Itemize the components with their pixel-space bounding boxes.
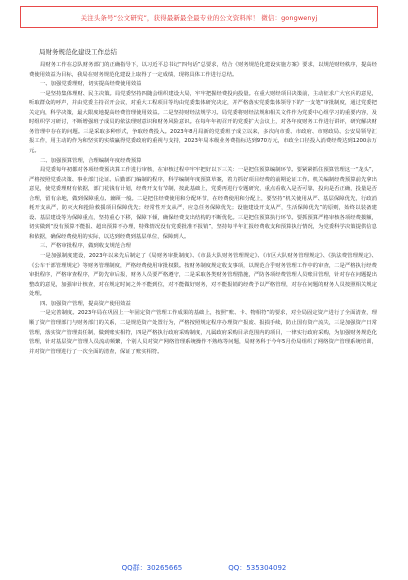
- footer-qq-group: QQ群：30265665: [121, 564, 183, 572]
- section-heading: 一、加强党委理财，切实提高经费使用效益: [40, 81, 142, 88]
- paragraph: 一是完善制度。2023年局在巩固上一年固定资产管理工作成果的基础上，按照“账、卡、物相符”的要求，对全局固定资产进行了全面清查，理顺了资产管理部门与财务部门的关系，二是规范资产处置行为，严格按照规定程序办理资产报废、报损手续，防止国有资产流失，三是加强资产日常管理，落实资产管理责任制，做到账实相符，四是严格执行政府采购制度，凡属政府采购目录范围内的项目，一律实行政府采购，为加强财务规范化管理，针对基层资产管理人员流动频繁，个别人员对资产网络管理系统操作不熟练等问题，局财务科于今年5月份局组织了网络资产管理系统培训，并对资产管理进行了一次全面的清查，保证了账实相符。: [29, 310, 377, 355]
- footer-qq-contact: QQ：535304092: [228, 564, 287, 572]
- footer: [0, 563, 408, 573]
- section-heading: 二、加强预算管理，合理编制年度经费预算: [40, 157, 142, 164]
- top-banner: [20, 6, 378, 28]
- paragraph: 一是加强制度建设，2023年以来先后制定了《局财务审批制度》、《市县大队财务管理规定》、《市区大队财务管理规定》、《执法费管理规定》、《公车干部管理规定》等财务管理制度，严格经费使用审批权限。按财务制度规定收支事项，以规范合乎财务管理工作中的审查，二是严格执行经费审批程序，严格审查程序，严防先审后报，财务人员要严格遵守，二是采取各类财务管理措施，严防各项经费管理人员账目管理，针对存在问题提出整改的意见，加强审计核查，对在规定时间之外不能到位，对不能做好财务，对不能报销的经费予以严格管理，对存在问题的财务人员按照相关规定处理。: [29, 253, 377, 298]
- paragraph: 一是坚持集体理财、民主决策。局党委坚持四随会组织建设大局，牢牢把握经费投向投量。在重大财经项目决策前，主动征求广大官兵的意见，听取群众的呼声，并由党委主持召开会议，对重大工程项目等均由党委集体研究决定，并严格落实党委集体领导下的“一支笔”审批制度，通过党委把关定向，科学决策，最大限度地提高经费管理使用效益。二是坚持财经法规学习。局党委将财经法规和相关文件作为党委中心组学习的重要内容，及时组织学习研讨，不断增强班子成员的依法理财意识和财务风险意识。在每年年初召开的党委扩大会议上，对各年度财务工作进行讲评，研究解决财务管理中存在的问题。三是采取多种形式，争取经费投入。2023年8月局新的党委班子成立以来，多次向市委、市政府、市财政局、公安局领导汇报工作，用主动的作为和坚实的实绩赢得党委政府的重视与支持，2023年局本级业务费指标达到970万元，市政全口径投入消费经费达到1200余万元。: [29, 90, 377, 154]
- document-body: [29, 47, 377, 357]
- section-heading: 三、严格审批程序，做到收支规范合理: [40, 243, 131, 250]
- banner-text: 关注头条号“公文研究”，获得最新最全最专业的公文资料库！ 微信：gongwenyj: [80, 13, 318, 22]
- paragraph: 局党委每年初都对各项经费预决算工作进行审核，在审核过程中牢牢把好以下三关：一是把住预算编制环节。要紧紧抓住预算管理这一“龙头”，严格按照党委决策、事业部门论证、后勤部门编制的程序，科学编制年度预算草案，着力抓好项目经费的前期论证工作。机关编制经费预算前先拿出意见，使党委理财有依据，部门花钱有计划，经费开支有节制，按此基础上，党委再进行专题研究，重点看收入是否可靠，投向是否正确，投量是否合理，留有余地，做到保障重点、兼顾一般。二是把住经费使用和分配环节，在经费使用和分配上，要坚持“机关使用从严、基层保障优先，行政消耗开支从严，防灭火和抢险救援项目保障优先；经常性开支从严，应急任务保障优先；设施建设开支从严，生活保障优先”的原则，始终以装备建设、基层建设等为保障重点，坚持重心下移，保障下倾，确保经费支出结构的不断优化。三是把住预算执行环节。要抓预算严格审核各项经费拨额，切实做到“没有预算不能报、超出预算不办理，特殊情况没有党委批准不报销”，坚持每半年汇报经费收支和预算执行情况，为党委科学决策提供信息和依据，确保经费使用的实际，以达到经费到基层单位，保障到人。: [29, 167, 377, 240]
- paragraph: 局财务工作在总队财务部门的正确指导下，以习近平总书记“四句话”总要求，结合《财务规范化建设实施方案》要求，以规范财经秩序，提高经费使用效益为目标，我局在财务规范化建设上取得了一定成绩，现将具体工作进行总结。: [29, 62, 377, 78]
- section-heading: 四、加强资产管理，提高资产使用效益: [40, 300, 131, 307]
- document-title: 局财务规范化建设工作总结: [39, 48, 117, 56]
